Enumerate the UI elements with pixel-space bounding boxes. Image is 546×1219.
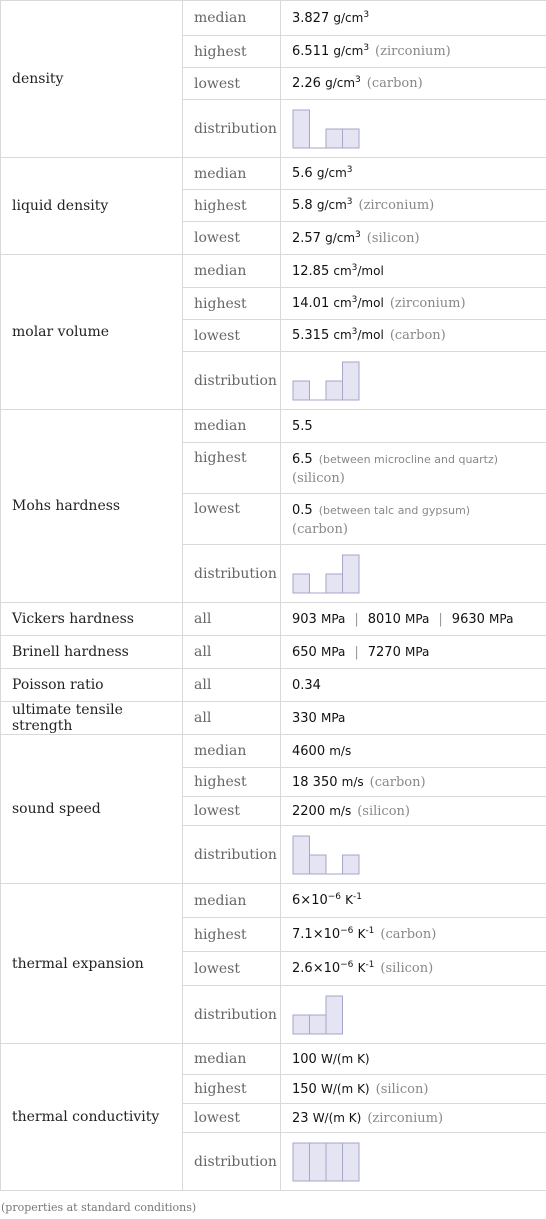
property-name: sound speed: [1, 735, 183, 884]
value-cell: 650 MPa | 7270 MPa: [281, 636, 546, 669]
table-row: [1, 1, 546, 36]
value-cell: 903 MPa | 8010 MPa | 9630 MPa: [281, 603, 546, 636]
table-row: [1, 636, 546, 669]
stat-label: highest: [183, 768, 281, 797]
property-name: liquid density: [1, 158, 183, 255]
distribution-histogram: [292, 553, 372, 595]
table-row: [1, 1044, 546, 1075]
value-cell: 12.85 $cm^3$/mol: [281, 255, 546, 288]
stat-label: median: [183, 735, 281, 768]
stat-label: median: [183, 410, 281, 443]
stat-label: median: [183, 1, 281, 36]
value-cell: 0.34: [281, 669, 546, 702]
distribution-cell: [281, 986, 546, 1044]
histogram-bar: [310, 1015, 327, 1034]
value-cell: 5.315 $cm^3$/mol (carbon): [281, 320, 546, 352]
stat-label: distribution: [183, 1133, 281, 1191]
histogram-bar: [293, 110, 310, 148]
histogram-bar: [310, 1143, 327, 1181]
histogram-bar: [326, 381, 343, 400]
table-row: [1, 158, 546, 190]
distribution-cell: [281, 1133, 546, 1191]
property-name: thermal expansion: [1, 884, 183, 1044]
stat-label: highest: [183, 190, 281, 222]
property-name: Brinell hardness: [1, 636, 183, 669]
property-name: Vickers hardness: [1, 603, 183, 636]
histogram-bar: [310, 855, 327, 874]
property-name: Poisson ratio: [1, 669, 183, 702]
property-name: density: [1, 1, 183, 158]
stat-label: all: [183, 669, 281, 702]
table-row: [1, 884, 546, 918]
table-row: [1, 255, 546, 288]
stat-label: distribution: [183, 826, 281, 884]
stat-label: lowest: [183, 1104, 281, 1133]
stat-label: all: [183, 702, 281, 735]
stat-label: median: [183, 884, 281, 918]
value-cell: 14.01 $cm^3$/mol (zirconium): [281, 288, 546, 320]
value-cell: 4600 m/s: [281, 735, 546, 768]
table-row: [1, 735, 546, 768]
value-cell: 2200 m/s (silicon): [281, 797, 546, 826]
value-cell: $6\times 10^{-6}$ $K^{-1}$: [281, 884, 546, 918]
stat-label: lowest: [183, 222, 281, 255]
value-cell: 18 350 m/s (carbon): [281, 768, 546, 797]
value-cell: 0.5 (between talc and gypsum) (carbon): [281, 494, 546, 545]
histogram-bar: [343, 129, 360, 148]
stat-label: all: [183, 636, 281, 669]
distribution-cell: [281, 352, 546, 410]
value-cell: 6.5 (between microcline and quartz) (silicon): [281, 443, 546, 494]
histogram-bar: [343, 555, 360, 593]
histogram-bar: [326, 574, 343, 593]
value-cell: 150 W/(m K) (silicon): [281, 1075, 546, 1104]
histogram-bar: [326, 1143, 343, 1181]
property-name: ultimate tensile strength: [1, 702, 183, 735]
histogram-bar: [343, 1143, 360, 1181]
stat-label: highest: [183, 288, 281, 320]
property-name: thermal conductivity: [1, 1044, 183, 1191]
distribution-histogram: [292, 360, 372, 402]
histogram-bar: [326, 129, 343, 148]
histogram-bar: [293, 1143, 310, 1181]
stat-label: lowest: [183, 320, 281, 352]
distribution-histogram: [292, 834, 372, 876]
property-name: molar volume: [1, 255, 183, 410]
value-cell: 100 W/(m K): [281, 1044, 546, 1075]
distribution-histogram: [292, 1141, 372, 1183]
stat-label: highest: [183, 36, 281, 68]
stat-label: highest: [183, 1075, 281, 1104]
value-cell: 2.26 $g/cm^3$ (carbon): [281, 68, 546, 100]
stat-label: all: [183, 603, 281, 636]
histogram-bar: [293, 574, 310, 593]
table-row: [1, 410, 546, 443]
value-cell: 3.827 $g/cm^3$: [281, 1, 546, 36]
stat-label: distribution: [183, 100, 281, 158]
histogram-bar: [343, 855, 360, 874]
stat-label: lowest: [183, 952, 281, 986]
histogram-bar: [326, 996, 343, 1034]
table-row: [1, 702, 546, 735]
stat-label: median: [183, 1044, 281, 1075]
distribution-cell: [281, 826, 546, 884]
histogram-bar: [293, 836, 310, 874]
histogram-bar: [293, 1015, 310, 1034]
distribution-cell: [281, 545, 546, 603]
value-cell: 5.5: [281, 410, 546, 443]
histogram-bar: [293, 381, 310, 400]
property-name: Mohs hardness: [1, 410, 183, 603]
value-cell: $2.6\times 10^{-6}$ $K^{-1}$ (silicon): [281, 952, 546, 986]
value-cell: 6.511 $g/cm^3$ (zirconium): [281, 36, 546, 68]
distribution-histogram: [292, 108, 372, 150]
footer-note: (properties at standard conditions): [1, 1201, 197, 1214]
stat-label: median: [183, 158, 281, 190]
value-cell: 2.57 $g/cm^3$ (silicon): [281, 222, 546, 255]
stat-label: distribution: [183, 545, 281, 603]
histogram-bar: [343, 362, 360, 400]
value-cell: 5.6 $g/cm^3$: [281, 158, 546, 190]
distribution-histogram: [292, 994, 372, 1036]
value-cell: $7.1\times 10^{-6}$ $K^{-1}$ (carbon): [281, 918, 546, 952]
stat-label: lowest: [183, 494, 281, 545]
stat-label: distribution: [183, 352, 281, 410]
stat-label: median: [183, 255, 281, 288]
stat-label: distribution: [183, 986, 281, 1044]
value-cell: 23 W/(m K) (zirconium): [281, 1104, 546, 1133]
value-cell: 330 MPa: [281, 702, 546, 735]
distribution-cell: [281, 100, 546, 158]
table-row: [1, 669, 546, 702]
value-cell: 5.8 $g/cm^3$ (zirconium): [281, 190, 546, 222]
stat-label: highest: [183, 443, 281, 494]
stat-label: highest: [183, 918, 281, 952]
stat-label: lowest: [183, 68, 281, 100]
stat-label: lowest: [183, 797, 281, 826]
table-row: [1, 603, 546, 636]
